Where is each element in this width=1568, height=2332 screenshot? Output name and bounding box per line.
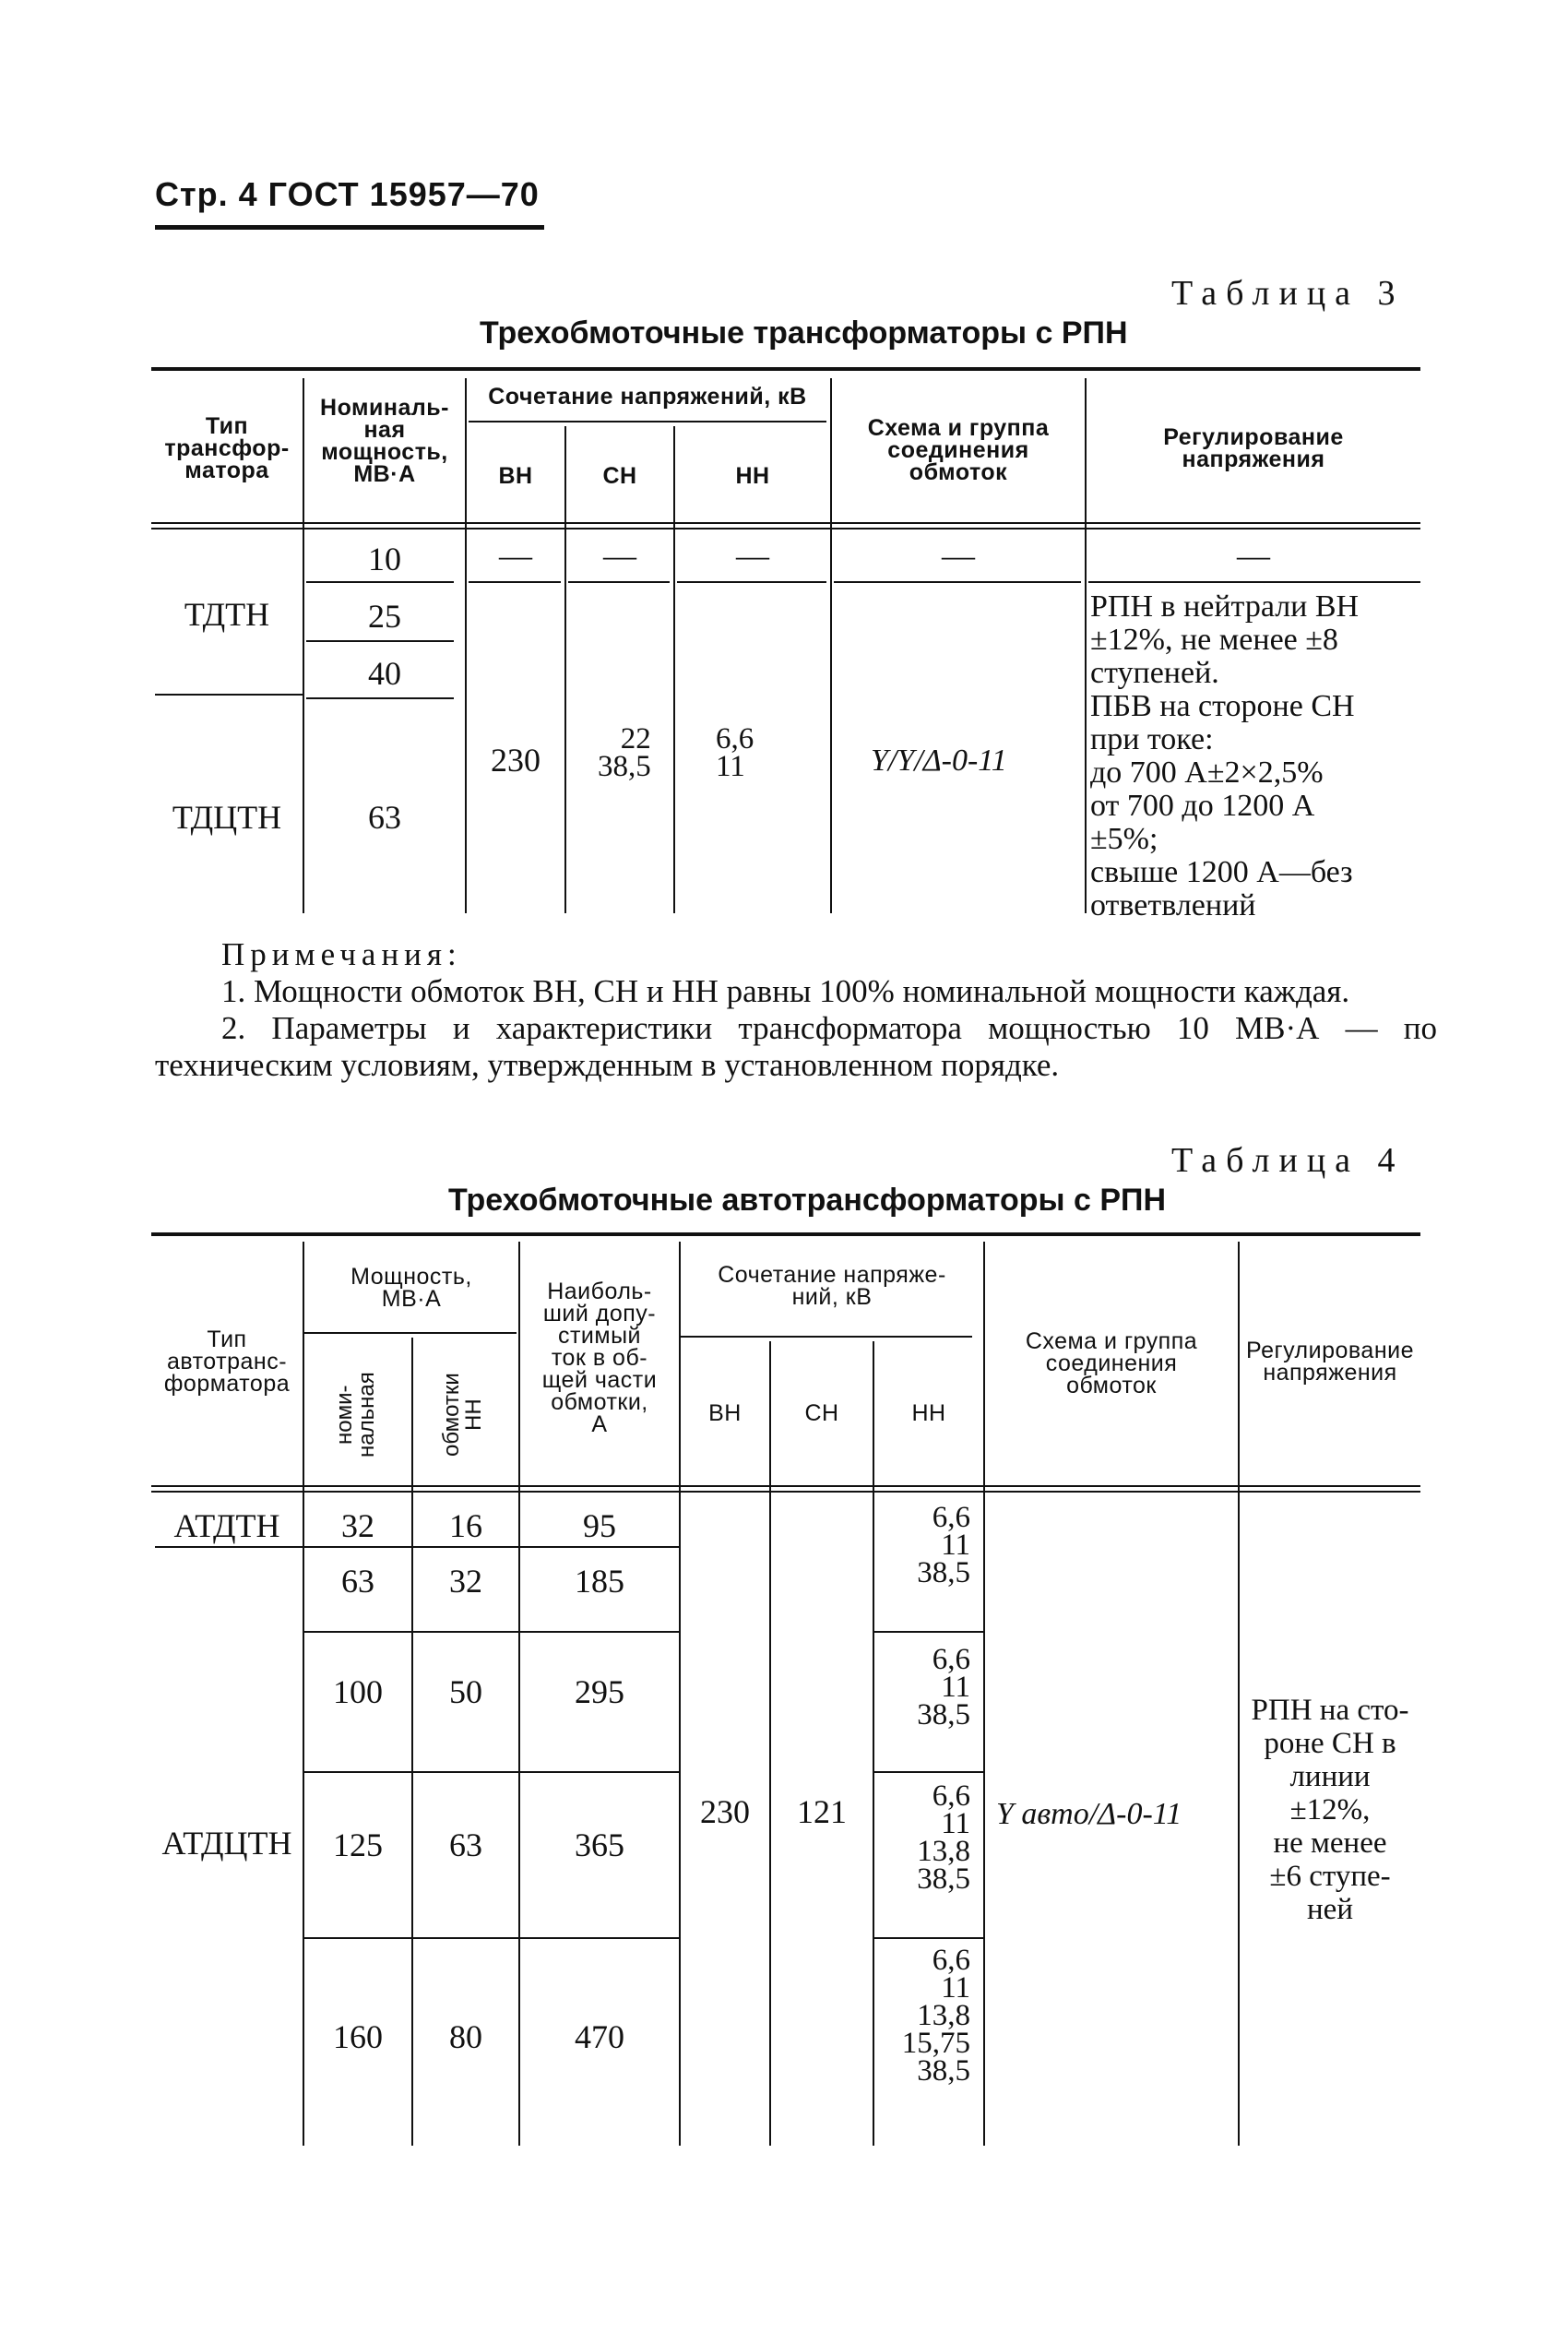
table3-regulation: РПН в нейтрали ВН ±12%, не менее ±8 ступеней. ПБВ на стороне СН при токе: до 700 А±2×2,5% от 700 до 1200 А ±5%; свыше 1200 А—без ответвлений bbox=[1090, 589, 1360, 922]
table4-winding-50: 50 bbox=[449, 1673, 482, 1710]
table3-row-rule-10 bbox=[306, 581, 454, 583]
table4-col-current: Наиболь- ший допу- стимый ток в об- щей части обмотки, А bbox=[541, 1279, 658, 1437]
table4-nn-rule-2 bbox=[874, 1771, 983, 1773]
table4-regulation: РПН на сто- роне СН в линии ±12%, не менее ±6 ступе- ней bbox=[1251, 1694, 1409, 1926]
table3-title: Трехобмоточные трансформаторы с РПН bbox=[480, 315, 1128, 351]
table3-top-rule bbox=[151, 367, 1420, 371]
table4-nominal-160: 160 bbox=[333, 2018, 383, 2055]
table4-winding-63: 63 bbox=[449, 1826, 482, 1863]
table3-dash-nn: — bbox=[736, 537, 769, 574]
table3-dash-sn: — bbox=[603, 537, 636, 574]
table4-row-rule-3 bbox=[304, 1771, 518, 1773]
table3-type-tdtn: ТДТН bbox=[184, 596, 270, 633]
table4-col-power: Мощность, МВ·А bbox=[350, 1264, 472, 1312]
note-2: 2. Параметры и характеристики трансформатора мощностью 10 МВ·А — по техническим условиям, утвержденным в установленном порядке. bbox=[155, 1010, 1437, 1083]
table3-row-rule-reg bbox=[1088, 581, 1420, 583]
table4-power-rule bbox=[304, 1332, 517, 1334]
table4-vline-4 bbox=[679, 1242, 681, 2146]
table4-current-295: 295 bbox=[575, 1673, 624, 1710]
table4-caption: Таблица 4 bbox=[1171, 1141, 1405, 1180]
table4-vline-6 bbox=[873, 1341, 874, 2146]
table4-col-type: Тип автотранс- форматора bbox=[163, 1327, 291, 1397]
table4-winding-32: 32 bbox=[449, 1563, 482, 1600]
table4-voltage-rule bbox=[681, 1336, 972, 1338]
table4-row-rule-2c bbox=[520, 1631, 679, 1633]
table4-nn-rule-1 bbox=[874, 1631, 983, 1633]
table3-row-rule-vn bbox=[469, 581, 561, 583]
table4-row-rule-4c bbox=[520, 1937, 679, 1939]
table4-nn-group-2: 6,6 11 38,5 bbox=[917, 1643, 970, 1731]
table4-col-nn: НН bbox=[911, 1400, 946, 1426]
table4-col-scheme: Схема и группа соединения обмоток bbox=[1025, 1328, 1198, 1398]
table3-nn-values: 6,6 11 bbox=[716, 722, 754, 783]
table3-col-vn: ВН bbox=[498, 463, 533, 489]
table3-power-40: 40 bbox=[368, 655, 401, 692]
table4-header-rule bbox=[151, 1485, 1420, 1487]
table4-current-470: 470 bbox=[575, 2018, 624, 2055]
table3-col-sn: СН bbox=[602, 463, 637, 489]
table4-row-rule-4 bbox=[304, 1937, 518, 1939]
table4-winding-80: 80 bbox=[449, 2018, 482, 2055]
table3-col-scheme: Схема и группа соединения обмоток bbox=[867, 415, 1050, 485]
table4-vline-5 bbox=[769, 1341, 771, 2146]
page-header: Стр. 4 ГОСТ 15957—70 bbox=[155, 175, 540, 213]
table4-nominal-63: 63 bbox=[341, 1563, 374, 1600]
table3-header-rule bbox=[151, 522, 1420, 524]
table4-nominal-125: 125 bbox=[333, 1826, 383, 1863]
table4-col-winding: обмотки НН bbox=[439, 1373, 486, 1458]
table3-vline-4 bbox=[673, 426, 675, 913]
table3-power-25: 25 bbox=[368, 598, 401, 635]
table4-row-rule-3c bbox=[520, 1771, 679, 1773]
table4-header-rule2 bbox=[151, 1491, 1420, 1493]
table3-dash-scheme: — bbox=[942, 537, 975, 574]
table4-scheme-value: Y авто/Δ-0-11 bbox=[996, 1797, 1182, 1831]
table4-nn-group-4: 6,6 11 13,8 15,75 38,5 bbox=[901, 1944, 970, 2088]
notes bbox=[155, 936, 1437, 1084]
table3-voltage-rule bbox=[469, 421, 826, 422]
table3-sn-values: 22 38,5 bbox=[598, 722, 651, 783]
table3-header-rule2 bbox=[151, 528, 1420, 529]
table4-row-rule-2 bbox=[304, 1631, 518, 1633]
header-underline bbox=[155, 225, 544, 230]
table3-col-type: Тип трансфор- матора bbox=[164, 413, 290, 483]
table3-row-rule-scheme bbox=[834, 581, 1081, 583]
table3-vline-2 bbox=[465, 378, 467, 913]
table3-col-nn: НН bbox=[735, 463, 770, 489]
table3-row-rule-25 bbox=[306, 640, 454, 642]
table4-winding-16: 16 bbox=[449, 1507, 482, 1544]
table3-col-reg: Регулирование напряжения bbox=[1163, 424, 1344, 472]
table3-scheme-value: Y/Y/Δ-0-11 bbox=[871, 744, 1007, 778]
table4-sn-value: 121 bbox=[797, 1793, 847, 1830]
table4-title: Трехобмоточные автотрансформаторы с РПН bbox=[448, 1183, 1167, 1218]
table3-row-rule-40 bbox=[306, 697, 454, 699]
table4-nominal-100: 100 bbox=[333, 1673, 383, 1710]
table4-current-95: 95 bbox=[583, 1507, 616, 1544]
table4-type-atdctn: АТДЦТН bbox=[161, 1825, 292, 1862]
table4-type-rule bbox=[155, 1546, 303, 1548]
note-1: 1. Мощности обмоток ВН, СН и НН равны 100% номинальной мощности каждая. bbox=[221, 973, 1350, 1009]
table3-power-63: 63 bbox=[368, 799, 401, 836]
table4-nn-group-3: 6,6 11 13,8 38,5 bbox=[917, 1779, 970, 1896]
table4-top-rule bbox=[151, 1232, 1420, 1236]
table4-col-nominal: номи-нальная bbox=[332, 1372, 379, 1458]
table4-row-rule-1c bbox=[520, 1546, 679, 1548]
table3-dash-vn: — bbox=[499, 537, 532, 574]
table4-current-185: 185 bbox=[575, 1563, 624, 1600]
table4-col-voltage: Сочетание напряже- ний, кВ bbox=[718, 1262, 946, 1310]
table4-current-365: 365 bbox=[575, 1826, 624, 1863]
table3-type-tdctn: ТДЦТН bbox=[172, 799, 282, 836]
table4-row-rule-1 bbox=[304, 1546, 518, 1548]
table4-type-atdtn: АТДТН bbox=[173, 1507, 280, 1544]
table3-row-rule-sn bbox=[568, 581, 670, 583]
table3-vline-3 bbox=[564, 426, 566, 913]
table3-col-voltage: Сочетание напряжений, кВ bbox=[488, 384, 807, 410]
table3-type-rule bbox=[155, 694, 303, 696]
table3-col-power: Номиналь- ная мощность, МВ·А bbox=[320, 395, 449, 487]
table3-power-10: 10 bbox=[368, 541, 401, 577]
table4-vn-value: 230 bbox=[700, 1793, 750, 1830]
table4-col-sn: СН bbox=[804, 1400, 839, 1426]
table3-caption: Таблица 3 bbox=[1171, 274, 1405, 313]
table4-nn-group-1: 6,6 11 38,5 bbox=[917, 1501, 970, 1589]
notes-title: Примечания: bbox=[221, 936, 462, 972]
table3-dash-reg: — bbox=[1237, 537, 1270, 574]
table3-vn-value: 230 bbox=[491, 742, 540, 779]
table3-row-rule-nn bbox=[677, 581, 826, 583]
table4-nn-rule-3 bbox=[874, 1937, 983, 1939]
table4-col-vn: ВН bbox=[708, 1400, 742, 1426]
table4-nominal-32: 32 bbox=[341, 1507, 374, 1544]
table4-col-reg: Регулирование напряжения bbox=[1246, 1338, 1414, 1386]
